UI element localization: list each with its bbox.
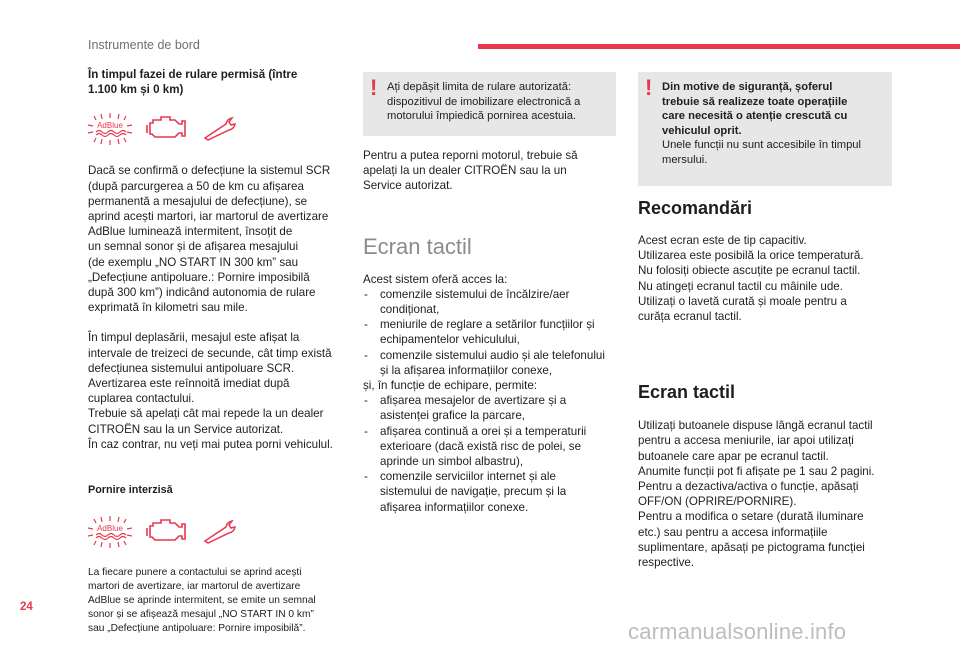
warning-icons-row-2 — [88, 514, 344, 550]
paragraph-system-access: Acest sistem oferă acces la: — [363, 272, 508, 286]
column-right — [638, 198, 892, 570]
list-item: - comenzile sistemului audio și ale telefonului și la afișarea informațiilor conexe, — [363, 348, 616, 378]
watermark: carmanualsonline.info — [628, 619, 847, 644]
warning-box-safety — [638, 72, 892, 186]
column-middle — [363, 148, 616, 515]
paragraph-touchscreen-usage: Utilizați butoanele dispuse lângă ecranul tactil pentru a accesa meniurile, iar apoi utilizați butoanele care apar pe ecranul tactil. Anumite funcții pot fi afișate pe 1 sau 2 pagini. Pentru a dezactiva/activa o funcție, apăsați OFF/ON (OPRIRE/PORNIRE). Pentru a modifica o setare (durată iluminare etc.) sau pentru a accesa informațiile suplimentare, apăsați pe pictograma funcției respective. — [638, 419, 875, 570]
warning-text-functions: Unele funcții nu sunt accesibile în timpul mersului. — [662, 139, 861, 166]
exclamation-icon: ! — [370, 75, 378, 100]
paragraph-equipment-dependent: și, în funcție de echipare, permite: — [363, 379, 537, 393]
adblue-icon — [88, 113, 132, 145]
heading-start-prohibited: Pornire interzisă — [88, 484, 173, 497]
engine-icon — [146, 517, 188, 547]
section-title-recommendations: Recomandări — [638, 198, 753, 218]
warning-text-safety: Din motive de siguranță, șoferul trebuie să realizeze toate operațiile care necesită o atenție crescută cu vehiculul oprit. — [662, 81, 848, 137]
paragraph-recommendations: Acest ecran este de tip capacitiv. Utilizarea este posibilă la orice temperatură. Nu folosiți obiecte ascuțite pe ecranul tactil. Nu atingeți ecranul tactil cu mâinile ude. Utilizați o lavetă curată și moale pentru a curăța ecranul tactil. — [638, 234, 864, 324]
list-system-access — [363, 287, 616, 378]
paragraph-scr-defect: Dacă se confirmă o defecțiune la sistemul SCR (după parcurgerea a 50 de km cu afișarea permanentă a mesajului de defecțiune), se aprind acești martori, iar martorul de avertizare AdBlue luminează intermitent, însoțit de un semnal sonor și de afișarea mesajului (de exemplu „NO START IN 300 km” sau „Defecțiune antipoluare.: Pornire imposibilă după 300 km”) indicând autonomia de rulare exprimată în kilometri sau mile. — [88, 164, 331, 315]
list-item: - afișarea mesajelor de avertizare și a asistenței grafice la parcare, — [363, 393, 616, 423]
list-item: - afișarea continuă a orei și a temperaturii exterioare (dacă există risc de polei, se aprinde un simbol albastru), — [363, 424, 616, 470]
list-item: - comenzile serviciilor internet și ale sistemului de navigație, precum și la afișarea informațiilor conexe. — [363, 469, 616, 515]
warning-text-limit: Ați depășit limita de rulare autorizată: dispozitivul de imobilizare electronică a motorului împiedică pornirea acestuia. — [387, 81, 581, 123]
engine-icon — [146, 114, 188, 144]
adblue-label: AdBlue — [97, 524, 123, 534]
section-title-touchscreen: Ecran tactil — [363, 233, 472, 259]
column-left — [88, 67, 344, 636]
page-header-title: Instrumente de bord — [88, 38, 200, 52]
adblue-label: AdBlue — [97, 121, 123, 131]
page-number: 24 — [20, 601, 33, 613]
wrench-icon — [202, 519, 242, 545]
section-title-touchscreen-usage: Ecran tactil — [638, 382, 736, 403]
header-accent-bar — [478, 44, 960, 49]
paragraph-restart-dealer: Pentru a putea reporni motorul, trebuie să apelați la un dealer CITROËN sau la un Service autorizat. — [363, 149, 578, 193]
heading-permitted-driving: În timpul fazei de rulare permisă (între 1.100 km și 0 km) — [88, 68, 298, 97]
paragraph-ignition-warning: La fiecare punere a contactului se aprind acești martori de avertizare, iar martorul de avertizare AdBlue se aprinde intermitent, se emite un semnal sonor și se afișează mesajul „NO START IN 0 km” sau „Defecțiune antipoluare: Pornire imposibilă”. — [88, 567, 316, 635]
adblue-icon — [88, 516, 132, 548]
wrench-icon — [202, 116, 242, 142]
list-equipment-features — [363, 393, 616, 515]
list-item: - comenzile sistemului de încălzire/aer condiționat, — [363, 287, 616, 317]
warning-icons-row-1 — [88, 111, 344, 147]
paragraph-message-interval: În timpul deplasării, mesajul este afișat la intervale de treizeci de secunde, cât timp există defecțiunea sistemului antipoluare SCR. Avertizarea este reînnoită imediat după cuplarea contactului. Trebuie să apelați cât mai repede la un dealer CITROËN sau la un Service autorizat. În caz contrar, nu veți mai putea porni vehiculul. — [88, 331, 333, 451]
warning-box-limit-exceeded — [363, 72, 616, 136]
exclamation-icon: ! — [645, 75, 653, 100]
list-item: - meniurile de reglare a setărilor funcțiilor și echipamentelor vehiculului, — [363, 317, 616, 347]
